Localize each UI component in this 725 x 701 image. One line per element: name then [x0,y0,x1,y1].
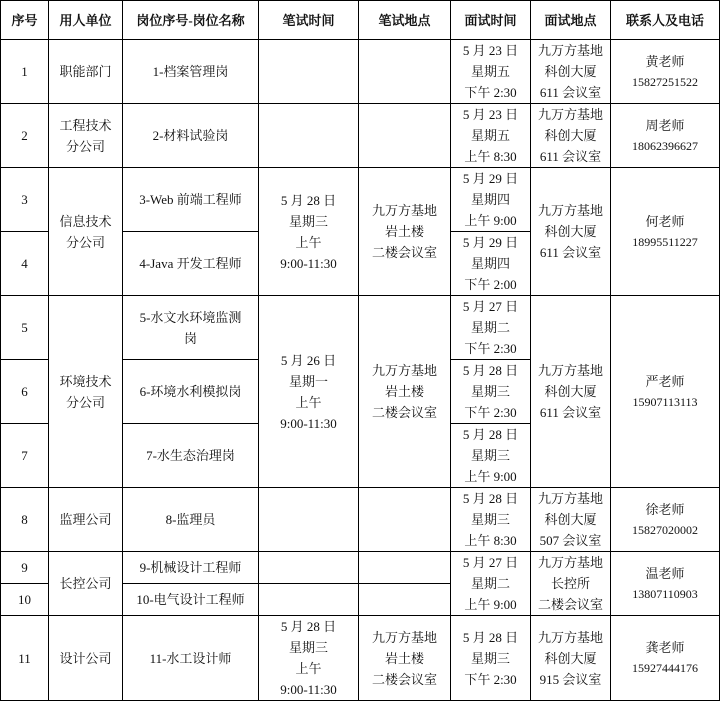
post-line: 岗 [183,330,197,346]
contact-cell [611,168,720,296]
interview-time-cell [451,232,531,296]
place-line: 九万方基地 [537,203,603,218]
place-line: 九万方基地 [371,363,437,378]
header-no: 序号 [1,1,49,40]
weekday: 星期五 [470,64,510,79]
time: 上午 9:00 [464,469,517,484]
weekday: 星期一 [288,373,328,389]
place-line: 九万方基地 [537,363,603,378]
row-no: 9 [1,552,49,584]
unit-cell [49,296,123,488]
period: 上午 [295,661,322,676]
place-line: 611 会议室 [539,405,602,420]
interview-time-cell [451,104,531,168]
interview-place-cell [531,104,611,168]
post-cell: 10-电气设计工程师 [123,584,259,616]
contact-name: 温老师 [645,565,685,581]
interview-time-cell [451,424,531,488]
period: 上午 [295,234,322,250]
post-line: 5-水文水环境监测 [139,309,242,325]
contact-cell [611,296,720,488]
unit-cell: 设计公司 [49,616,123,701]
place-line: 科创大厦 [544,128,597,143]
table-row [1,40,720,104]
interview-time-cell [451,552,531,616]
row-no: 11 [1,616,49,701]
header-row [1,1,720,40]
unit-line: 分公司 [65,138,105,154]
weekday: 星期五 [470,128,510,143]
unit-cell [49,104,123,168]
date: 5 月 28 日 [462,629,519,645]
date: 5 月 27 日 [462,555,519,570]
place-line: 长控所 [550,576,590,591]
unit-line: 工程技术 [59,117,112,133]
row-no: 6 [1,360,49,424]
contact-name: 龚老师 [645,640,685,655]
unit-cell: 职能部门 [49,40,123,104]
exam-time-cell [259,616,359,701]
contact-phone: 13807110903 [632,586,698,601]
unit-line: 信息技术 [59,213,112,229]
place-line: 507 会议室 [539,533,602,548]
place-line: 岩土楼 [384,384,424,399]
unit-cell: 监理公司 [49,488,123,552]
header-exam-time: 笔试时间 [259,1,359,40]
date: 5 月 23 日 [462,107,519,122]
unit-line: 环境技术 [59,373,112,389]
place-line: 九万方基地 [537,555,603,570]
date: 5 月 28 日 [462,491,519,506]
header-exam-place: 笔试地点 [359,1,451,40]
contact-cell [611,552,720,616]
post-cell: 3-Web 前端工程师 [123,168,259,232]
date: 5 月 29 日 [462,171,519,186]
header-interview-place: 面试地点 [531,1,611,40]
interview-place-cell [531,168,611,296]
contact-phone: 15907113113 [632,394,698,409]
time: 下午 2:30 [464,341,517,356]
exam-place-cell [359,584,451,616]
exam-place-cell [359,40,451,104]
date: 5 月 28 日 [280,619,337,634]
unit-cell [49,168,123,296]
date: 5 月 27 日 [462,299,519,314]
place-line: 科创大厦 [544,384,597,399]
time: 下午 2:00 [464,277,517,292]
time: 9:00-11:30 [280,682,337,697]
contact-phone: 15927444176 [632,661,698,675]
time: 上午 9:00 [464,597,517,612]
header-interview-time: 面试时间 [451,1,531,40]
unit-line: 分公司 [65,234,105,250]
table-row [1,552,720,584]
interview-place-cell [531,616,611,701]
exam-place-cell [359,104,451,168]
interview-time-cell [451,616,531,701]
time: 下午 2:30 [464,85,517,100]
post-cell: 9-机械设计工程师 [123,552,259,584]
post-cell: 1-档案管理岗 [123,40,259,104]
time: 下午 2:30 [464,405,517,420]
place-line: 二楼会议室 [371,671,437,687]
post-cell: 8-监理员 [123,488,259,552]
place-line: 科创大厦 [544,512,597,527]
weekday: 星期三 [470,512,510,527]
time: 上午 8:30 [464,149,517,164]
place-line: 岩土楼 [384,224,424,239]
date: 5 月 28 日 [280,192,337,208]
interview-time-cell [451,168,531,232]
row-no: 8 [1,488,49,552]
post-cell: 11-水工设计师 [123,616,259,701]
date: 5 月 23 日 [462,43,519,58]
exam-time-cell [259,552,359,584]
exam-time-cell [259,40,359,104]
place-line: 科创大厦 [544,224,597,239]
place-line: 二楼会议室 [537,597,603,612]
interview-time-cell [451,40,531,104]
place-line: 二楼会议室 [371,405,437,420]
place-line: 九万方基地 [537,43,603,58]
table-row [1,104,720,168]
contact-phone: 15827020002 [632,522,698,537]
interview-time-cell [451,360,531,424]
weekday: 星期三 [470,448,510,463]
time: 上午 9:00 [464,213,517,228]
contact-cell [611,488,720,552]
weekday: 星期三 [470,384,510,399]
exam-place-cell [359,552,451,584]
place-line: 科创大厦 [544,650,597,666]
time: 9:00-11:30 [280,255,337,271]
exam-time-cell [259,104,359,168]
interview-place-cell [531,552,611,616]
period: 上午 [295,394,322,410]
row-no: 4 [1,232,49,296]
post-cell: 2-材料试验岗 [123,104,259,168]
place-line: 611 会议室 [539,149,602,164]
row-no: 1 [1,40,49,104]
contact-name: 严老师 [645,373,685,389]
exam-time-cell [259,168,359,296]
weekday: 星期二 [470,320,510,335]
header-unit: 用人单位 [49,1,123,40]
interview-time-cell [451,296,531,360]
exam-place-cell [359,296,451,488]
row-no: 10 [1,584,49,616]
interview-place-cell [531,296,611,488]
row-no: 7 [1,424,49,488]
contact-phone: 18995511227 [632,234,698,249]
contact-phone: 15827251522 [632,74,698,89]
exam-place-cell [359,488,451,552]
place-line: 九万方基地 [537,629,603,645]
place-line: 九万方基地 [371,629,437,645]
place-line: 九万方基地 [537,107,603,122]
contact-name: 周老师 [645,117,685,133]
table-row [1,488,720,552]
contact-cell [611,40,720,104]
exam-time-cell [259,584,359,616]
weekday: 星期四 [470,192,510,207]
post-cell: 4-Java 开发工程师 [123,232,259,296]
unit-cell: 长控公司 [49,552,123,616]
place-line: 611 会议室 [539,245,602,260]
weekday: 星期三 [288,213,328,229]
contact-cell [611,104,720,168]
contact-name: 徐老师 [645,501,685,517]
contact-name: 黄老师 [645,53,685,69]
place-line: 九万方基地 [537,491,603,506]
place-line: 二楼会议室 [371,245,437,260]
table-row [1,616,720,701]
date: 5 月 28 日 [462,363,519,378]
interview-place-cell [531,40,611,104]
date: 5 月 26 日 [280,352,337,368]
header-contact: 联系人及电话 [611,1,720,40]
weekday: 星期三 [470,650,510,666]
place-line: 九万方基地 [371,203,437,218]
time: 上午 8:30 [464,533,517,548]
exam-place-cell [359,168,451,296]
place-line: 915 会议室 [539,671,602,687]
date: 5 月 28 日 [462,427,519,442]
post-cell [123,296,259,360]
row-no: 2 [1,104,49,168]
table-row [1,296,720,360]
post-cell: 6-环境水利模拟岗 [123,360,259,424]
contact-name: 何老师 [645,213,685,229]
weekday: 星期三 [288,640,328,655]
weekday: 星期四 [470,256,510,271]
header-post: 岗位序号-岗位名称 [123,1,259,40]
interview-time-cell [451,488,531,552]
exam-time-cell [259,296,359,488]
row-no: 5 [1,296,49,360]
exam-time-cell [259,488,359,552]
row-no: 3 [1,168,49,232]
place-line: 岩土楼 [384,650,424,666]
contact-cell [611,616,720,701]
interview-place-cell [531,488,611,552]
date: 5 月 29 日 [462,235,519,250]
weekday: 星期二 [470,576,510,591]
time: 9:00-11:30 [280,415,337,431]
place-line: 科创大厦 [544,64,597,79]
post-cell: 7-水生态治理岗 [123,424,259,488]
contact-phone: 18062396627 [632,138,698,153]
place-line: 611 会议室 [539,85,602,100]
table-row [1,168,720,232]
unit-line: 分公司 [65,394,105,410]
time: 下午 2:30 [464,671,517,687]
exam-place-cell [359,616,451,701]
